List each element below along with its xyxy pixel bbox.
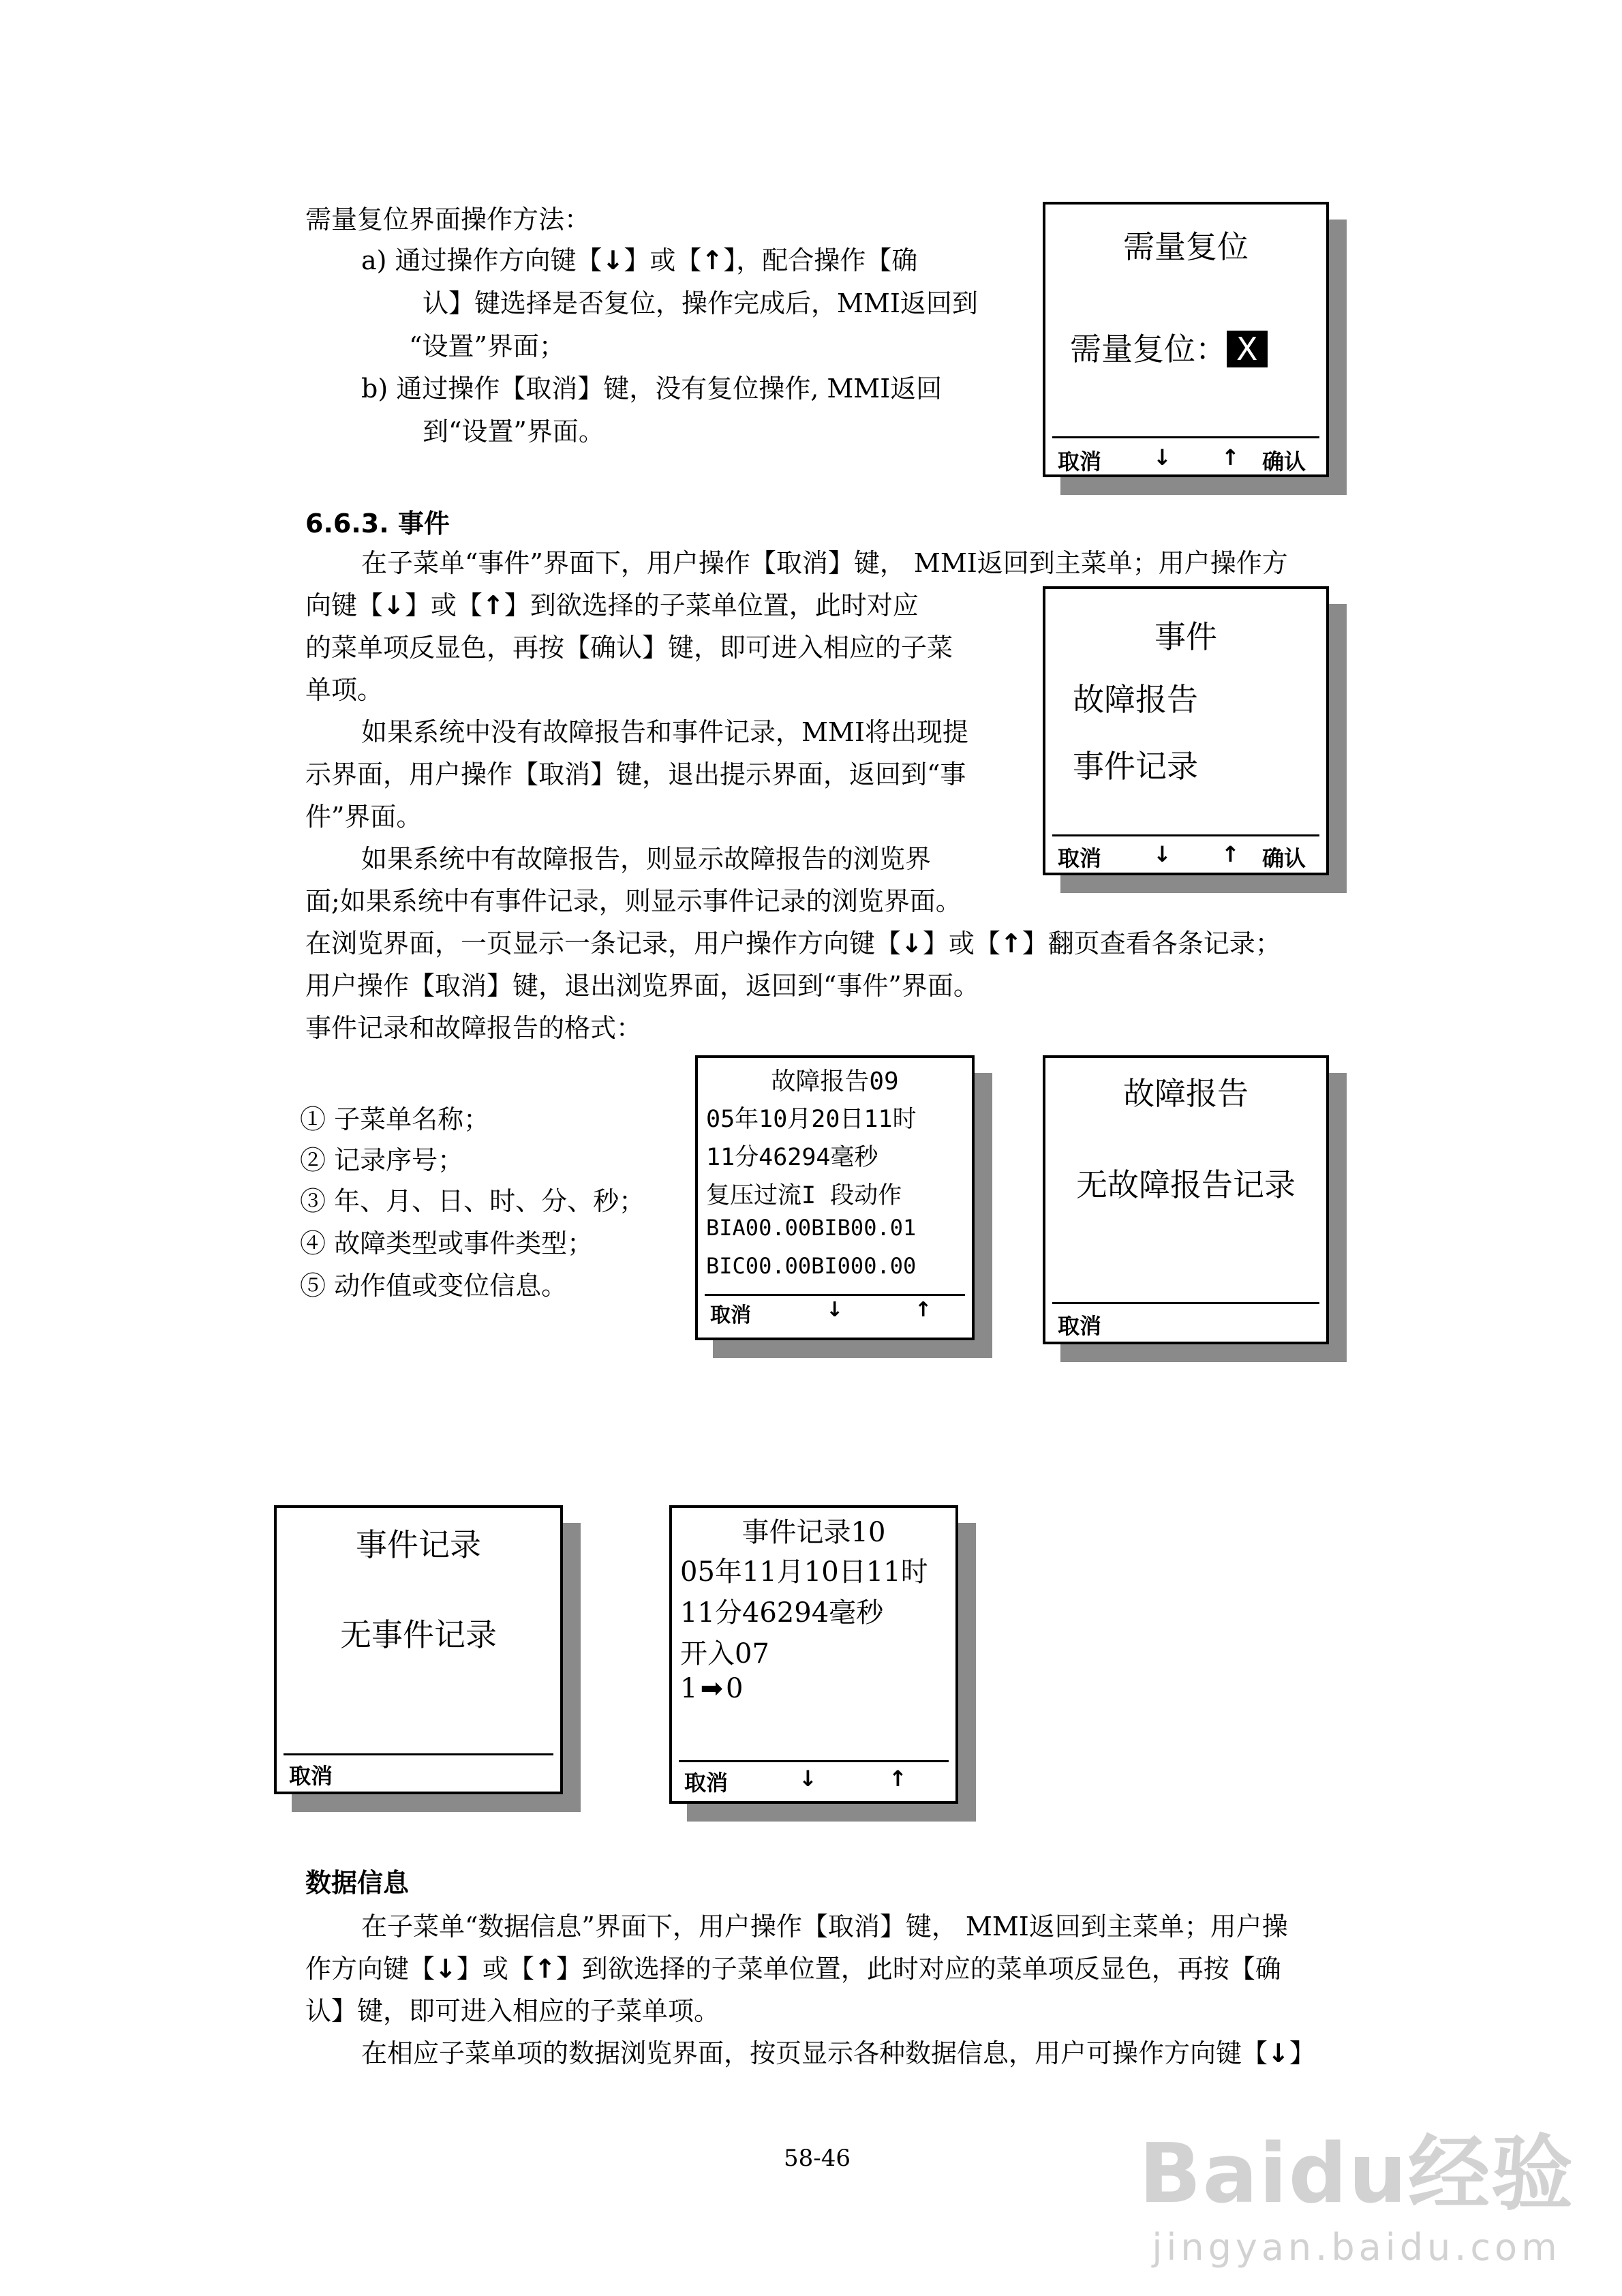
right-arrow-icon: ➡ [700, 1673, 723, 1704]
cancel-key[interactable]: 取消 [1058, 449, 1102, 474]
baidu-watermark [1139, 2109, 1574, 2269]
watermark-brand: Baidu经验 [1139, 2127, 1574, 2222]
format-item-4: ④ 故障类型或事件类型； [300, 1228, 594, 1258]
up-arrow-icon: ↑ [701, 245, 724, 275]
event-p3-line1: 如果系统中有故障报告，则显示故障报告的浏览界 [361, 844, 932, 874]
record-datetime-2: 11分46294毫秒 [680, 1597, 884, 1629]
data-heading: 数据信息 [305, 1868, 410, 1898]
up-key[interactable]: ↑ [889, 1766, 907, 1792]
data-p1-line1: 在子菜单“数据信息”界面下，用户操作【取消】键， MMI返回到主菜单；用户操 [361, 1912, 1288, 1942]
up-arrow-icon: ↑ [534, 1954, 556, 1984]
page-number: 58-46 [784, 2145, 851, 2172]
event-p3-line2: 面;如果系统中有事件记录，则显示事件记录的浏览界面。 [305, 886, 962, 916]
empty-message: 无故障报告记录 [1076, 1166, 1296, 1203]
cancel-key[interactable]: 取消 [710, 1303, 751, 1327]
down-arrow-icon: ↓ [383, 590, 405, 620]
softkey-bar [1058, 1309, 1314, 1340]
record-title: 故障报告09 [771, 1068, 899, 1096]
record-title: 事件记录10 [741, 1517, 886, 1548]
panel-no-fault [1043, 1055, 1349, 1363]
record-datetime-1: 05年10月20日11时 [706, 1106, 917, 1133]
format-item-1: ① 子菜单名称； [300, 1104, 490, 1134]
panel-fault-record [695, 1055, 995, 1359]
reset-item-b-line2: 到“设置”界面。 [423, 417, 605, 447]
reset-label: 需量复位： X [1070, 324, 1268, 369]
event-p1-line2: 向键【↓】或【↑】到欲选择的子菜单位置，此时对应 [305, 590, 919, 620]
event-p3-line4: 用户操作【取消】键，退出浏览界面，返回到“事件”界面。 [305, 971, 979, 1001]
panel-no-event [274, 1505, 585, 1813]
softkey-bar [1058, 444, 1314, 476]
panel-demand-reset [1043, 202, 1349, 495]
panel-event-menu [1043, 586, 1349, 893]
up-key[interactable]: ↑ [1221, 841, 1240, 867]
format-item-2: ② 记录序号； [300, 1145, 464, 1175]
event-p2-line1: 如果系统中没有故障报告和事件记录，MMI将出现提 [361, 717, 968, 747]
event-p2-line3: 件”界面。 [305, 802, 423, 832]
record-value-1: BIA00.00BIB00.01 [706, 1215, 917, 1241]
event-p1-line3: 的菜单项反显色，再按【确认】键，即可进入相应的子菜 [305, 633, 953, 663]
event-p2-line2: 示界面，用户操作【取消】键，退出提示界面，返回到“事 [305, 759, 966, 789]
up-key[interactable]: ↑ [915, 1298, 932, 1322]
reset-item-a-line3: “设置”界面； [409, 331, 565, 361]
data-p2-line1: 在相应子菜单项的数据浏览界面，按页显示各种数据信息，用户可操作方向键【↓】 [361, 2038, 1315, 2068]
reset-item-a-line1: a) 通过操作方向键【↓】或【↑】，配合操作【确 [361, 245, 918, 275]
empty-message: 无事件记录 [340, 1616, 497, 1653]
cancel-key[interactable]: 取消 [1058, 1313, 1102, 1339]
confirm-key[interactable]: 确认 [1262, 845, 1306, 871]
event-p3-line3: 在浏览界面，一页显示一条记录，用户操作方向键【↓】或【↑】翻页查看各条记录； [305, 928, 1281, 958]
softkey-bar [710, 1298, 960, 1328]
record-change: 1 ➡ 0 [680, 1673, 744, 1704]
down-key[interactable]: ↓ [826, 1298, 844, 1322]
record-type: 开入07 [680, 1638, 769, 1670]
event-p1-line1: 在子菜单“事件”界面下，用户操作【取消】键， MMI返回到主菜单；用户操作方 [361, 548, 1288, 578]
format-intro: 事件记录和故障报告的格式： [305, 1013, 643, 1043]
down-arrow-icon: ↓ [1268, 2038, 1289, 2068]
down-key[interactable]: ↓ [1153, 841, 1172, 867]
panel-event-record [669, 1505, 980, 1823]
reset-item-a-line2: 认】键选择是否复位，操作完成后，MMI返回到 [423, 288, 978, 318]
format-item-5: ⑤ 动作值或变位信息。 [300, 1271, 568, 1301]
softkey-bar [1058, 841, 1314, 873]
panel-title: 事件记录 [356, 1526, 481, 1563]
data-p1-line3: 认】键，即可进入相应的子菜单项。 [305, 1996, 720, 2026]
event-p1-line4: 单项。 [305, 675, 384, 705]
reset-intro: 需量复位界面操作方法： [305, 205, 591, 235]
data-p1-line2: 作方向键【↓】或【↑】到欲选择的子菜单位置，此时对应的菜单项反显色，再按【确 [305, 1954, 1281, 1984]
watermark-url: jingyan.baidu.com [1152, 2226, 1561, 2269]
up-arrow-icon: ↑ [1000, 928, 1022, 958]
panel-title: 事件 [1154, 618, 1217, 655]
confirm-key[interactable]: 确认 [1262, 449, 1306, 474]
down-arrow-icon: ↓ [602, 245, 624, 275]
reset-value[interactable]: X [1227, 331, 1268, 367]
up-arrow-icon: ↑ [482, 590, 504, 620]
format-item-3: ③ 年、月、日、时、分、秒； [300, 1186, 645, 1216]
cancel-key[interactable]: 取消 [1058, 845, 1102, 871]
down-arrow-icon: ↓ [901, 928, 923, 958]
reset-item-b-line1: b) 通过操作【取消】键，没有复位操作, MMI返回 [361, 374, 943, 404]
event-heading: 6.6.3. 事件 [305, 509, 450, 539]
record-datetime-2: 11分46294毫秒 [706, 1144, 878, 1171]
cancel-key[interactable]: 取消 [289, 1763, 333, 1789]
cancel-key[interactable]: 取消 [684, 1770, 729, 1796]
down-key[interactable]: ↓ [1153, 444, 1172, 470]
softkey-bar [684, 1766, 943, 1797]
panel-title: 故障报告 [1123, 1075, 1249, 1112]
up-key[interactable]: ↑ [1221, 444, 1240, 470]
record-type: 复压过流I 段动作 [706, 1182, 902, 1209]
record-datetime-1: 05年11月10日11时 [680, 1556, 928, 1588]
down-arrow-icon: ↓ [435, 1954, 457, 1984]
down-key[interactable]: ↓ [799, 1766, 817, 1792]
menu-item-fault-report[interactable]: 故障报告 [1073, 681, 1198, 718]
softkey-bar [289, 1759, 548, 1790]
menu-item-event-record[interactable]: 事件记录 [1073, 748, 1198, 785]
panel-title: 需量复位 [1123, 228, 1249, 265]
record-value-2: BIC00.00BI000.00 [706, 1253, 917, 1279]
